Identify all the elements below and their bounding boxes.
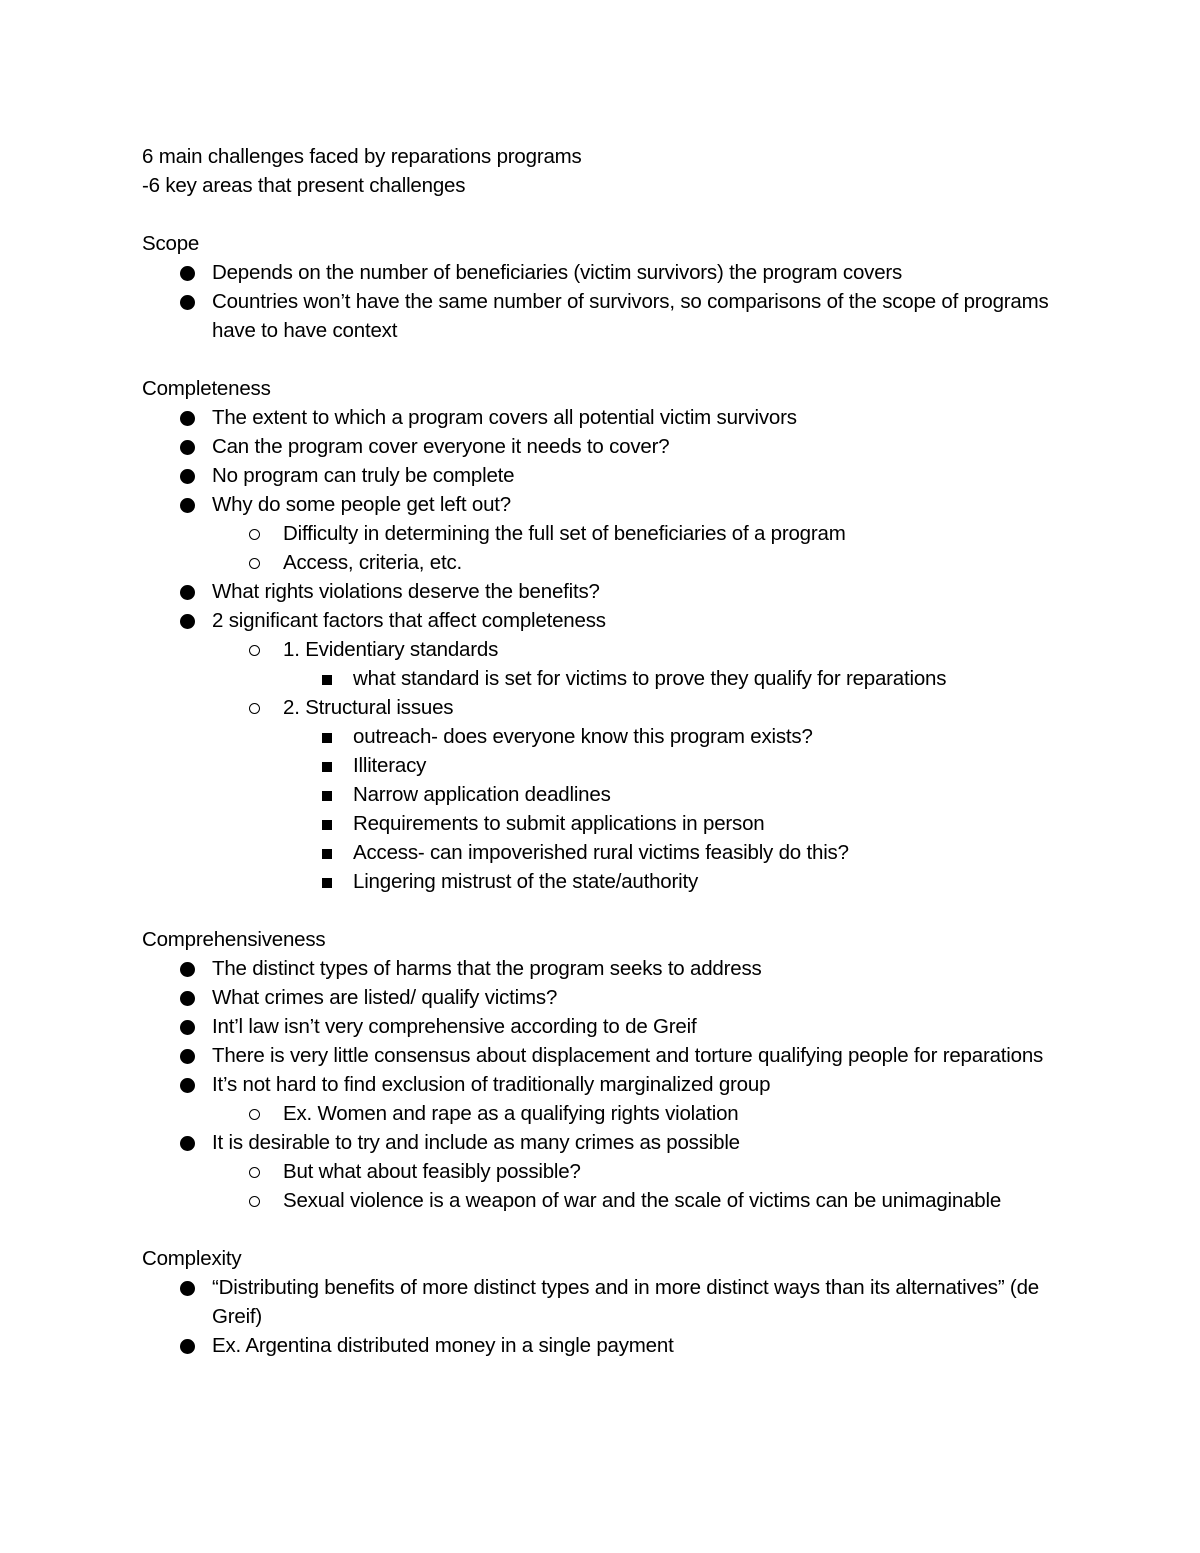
bullet-filled-circle-icon bbox=[180, 1136, 195, 1151]
document-subtitle: -6 key areas that present challenges bbox=[142, 174, 466, 197]
section-heading-scope: Scope bbox=[142, 232, 200, 255]
list-item bbox=[142, 403, 1062, 432]
sub-list-item bbox=[142, 635, 1062, 664]
list-item-text: It is desirable to try and include as many crimes as possible bbox=[212, 1131, 740, 1154]
list-item-text: No program can truly be complete bbox=[212, 464, 515, 487]
bullet-hollow-circle-icon bbox=[249, 529, 260, 540]
bullet-filled-circle-icon bbox=[180, 469, 195, 484]
bullet-filled-circle-icon bbox=[180, 585, 195, 600]
comprehensiveness-list bbox=[142, 954, 1062, 1215]
list-item bbox=[142, 1041, 1062, 1070]
list-item-text: Ex. Women and rape as a qualifying rights violation bbox=[283, 1102, 739, 1125]
list-item bbox=[142, 577, 1062, 606]
bullet-filled-circle-icon bbox=[180, 991, 195, 1006]
bullet-hollow-circle-icon bbox=[249, 1109, 260, 1120]
list-item bbox=[142, 461, 1062, 490]
sub-sub-list-item bbox=[142, 809, 1062, 838]
list-item-text: Why do some people get left out? bbox=[212, 493, 512, 516]
sub-list-item bbox=[142, 1157, 1062, 1186]
list-item bbox=[142, 1070, 1062, 1099]
list-item-text: Ex. Argentina distributed money in a single payment bbox=[212, 1334, 674, 1357]
bullet-filled-circle-icon bbox=[180, 1020, 195, 1035]
section-comprehensiveness bbox=[142, 925, 1062, 1215]
sub-sub-list-item bbox=[142, 780, 1062, 809]
list-item-text: Requirements to submit applications in person bbox=[353, 812, 765, 835]
section-heading-completeness: Completeness bbox=[142, 377, 271, 400]
section-complexity bbox=[142, 1244, 1062, 1360]
list-item bbox=[142, 490, 1062, 519]
bullet-filled-circle-icon bbox=[180, 411, 195, 426]
list-item-text: It’s not hard to find exclusion of traditionally marginalized group bbox=[212, 1073, 771, 1096]
list-item bbox=[142, 1273, 1062, 1331]
bullet-hollow-circle-icon bbox=[249, 703, 260, 714]
list-item-text: The distinct types of harms that the program seeks to address bbox=[212, 957, 762, 980]
sub-list-item bbox=[142, 548, 1062, 577]
sub-sub-list-item bbox=[142, 664, 1062, 693]
list-item-text: outreach- does everyone know this program exists? bbox=[353, 725, 813, 748]
list-item-text: What rights violations deserve the benefits? bbox=[212, 580, 600, 603]
list-item bbox=[142, 258, 1062, 287]
list-item-text: But what about feasibly possible? bbox=[283, 1160, 581, 1183]
bullet-filled-circle-icon bbox=[180, 962, 195, 977]
sub-sub-list-item bbox=[142, 722, 1062, 751]
list-item-text: 1. Evidentiary standards bbox=[283, 638, 499, 661]
list-item bbox=[142, 606, 1062, 635]
bullet-hollow-circle-icon bbox=[249, 1167, 260, 1178]
section-completeness bbox=[142, 374, 1062, 896]
scope-list bbox=[142, 258, 1062, 345]
bullet-filled-circle-icon bbox=[180, 1078, 195, 1093]
spacer bbox=[142, 200, 1062, 229]
bullet-filled-circle-icon bbox=[180, 295, 195, 310]
completeness-list bbox=[142, 403, 1062, 896]
list-item bbox=[142, 983, 1062, 1012]
list-item-text: Narrow application deadlines bbox=[353, 783, 611, 806]
list-item-text: 2. Structural issues bbox=[283, 696, 454, 719]
bullet-filled-circle-icon bbox=[180, 1339, 195, 1354]
sub-list-item bbox=[142, 1099, 1062, 1128]
list-item-text: Countries won’t have the same number of survivors, so comparisons of the scope of programs have to have context bbox=[212, 290, 1049, 342]
bullet-filled-square-icon bbox=[322, 791, 332, 801]
list-item bbox=[142, 1128, 1062, 1157]
list-item-text: Lingering mistrust of the state/authority bbox=[353, 870, 699, 893]
bullet-filled-square-icon bbox=[322, 878, 332, 888]
sub-sub-list-item bbox=[142, 838, 1062, 867]
list-item-text: Difficulty in determining the full set of beneficiaries of a program bbox=[283, 522, 846, 545]
sub-sub-list-item bbox=[142, 867, 1062, 896]
list-item bbox=[142, 432, 1062, 461]
spacer bbox=[142, 1215, 1062, 1244]
bullet-filled-square-icon bbox=[322, 675, 332, 685]
list-item-text: There is very little consensus about displacement and torture qualifying people for reparations bbox=[212, 1044, 1044, 1067]
bullet-filled-square-icon bbox=[322, 733, 332, 743]
section-heading-comprehensiveness: Comprehensiveness bbox=[142, 928, 326, 951]
list-item-text: Depends on the number of beneficiaries (victim survivors) the program covers bbox=[212, 261, 903, 284]
bullet-filled-circle-icon bbox=[180, 266, 195, 281]
document-title: 6 main challenges faced by reparations programs bbox=[142, 145, 582, 168]
bullet-hollow-circle-icon bbox=[249, 645, 260, 656]
list-item-text: “Distributing benefits of more distinct types and in more distinct ways than its alternatives” (de Greif) bbox=[212, 1276, 1039, 1328]
document-body bbox=[142, 142, 1062, 1360]
sub-list-item bbox=[142, 519, 1062, 548]
bullet-filled-square-icon bbox=[322, 820, 332, 830]
list-item bbox=[142, 287, 1062, 345]
bullet-hollow-circle-icon bbox=[249, 558, 260, 569]
list-item-text: What crimes are listed/ qualify victims? bbox=[212, 986, 558, 1009]
list-item-text: what standard is set for victims to prove they qualify for reparations bbox=[353, 667, 947, 690]
spacer bbox=[142, 896, 1062, 925]
section-heading-complexity: Complexity bbox=[142, 1247, 242, 1270]
complexity-list bbox=[142, 1273, 1062, 1360]
bullet-filled-circle-icon bbox=[180, 498, 195, 513]
list-item-text: 2 significant factors that affect completeness bbox=[212, 609, 606, 632]
list-item-text: Access, criteria, etc. bbox=[283, 551, 463, 574]
section-scope bbox=[142, 229, 1062, 345]
bullet-filled-square-icon bbox=[322, 849, 332, 859]
list-item-text: Sexual violence is a weapon of war and the scale of victims can be unimaginable bbox=[283, 1189, 1002, 1212]
bullet-hollow-circle-icon bbox=[249, 1196, 260, 1207]
bullet-filled-square-icon bbox=[322, 762, 332, 772]
bullet-filled-circle-icon bbox=[180, 440, 195, 455]
spacer bbox=[142, 345, 1062, 374]
sub-list-item bbox=[142, 1186, 1062, 1215]
bullet-filled-circle-icon bbox=[180, 1281, 195, 1296]
bullet-filled-circle-icon bbox=[180, 1049, 195, 1064]
list-item-text: Access- can impoverished rural victims feasibly do this? bbox=[353, 841, 849, 864]
list-item-text: The extent to which a program covers all potential victim survivors bbox=[212, 406, 797, 429]
list-item-text: Int’l law isn’t very comprehensive according to de Greif bbox=[212, 1015, 697, 1038]
list-item bbox=[142, 1012, 1062, 1041]
list-item bbox=[142, 954, 1062, 983]
bullet-filled-circle-icon bbox=[180, 614, 195, 629]
list-item bbox=[142, 1331, 1062, 1360]
sub-list-item bbox=[142, 693, 1062, 722]
list-item-text: Can the program cover everyone it needs to cover? bbox=[212, 435, 670, 458]
list-item-text: Illiteracy bbox=[353, 754, 427, 777]
sub-sub-list-item bbox=[142, 751, 1062, 780]
